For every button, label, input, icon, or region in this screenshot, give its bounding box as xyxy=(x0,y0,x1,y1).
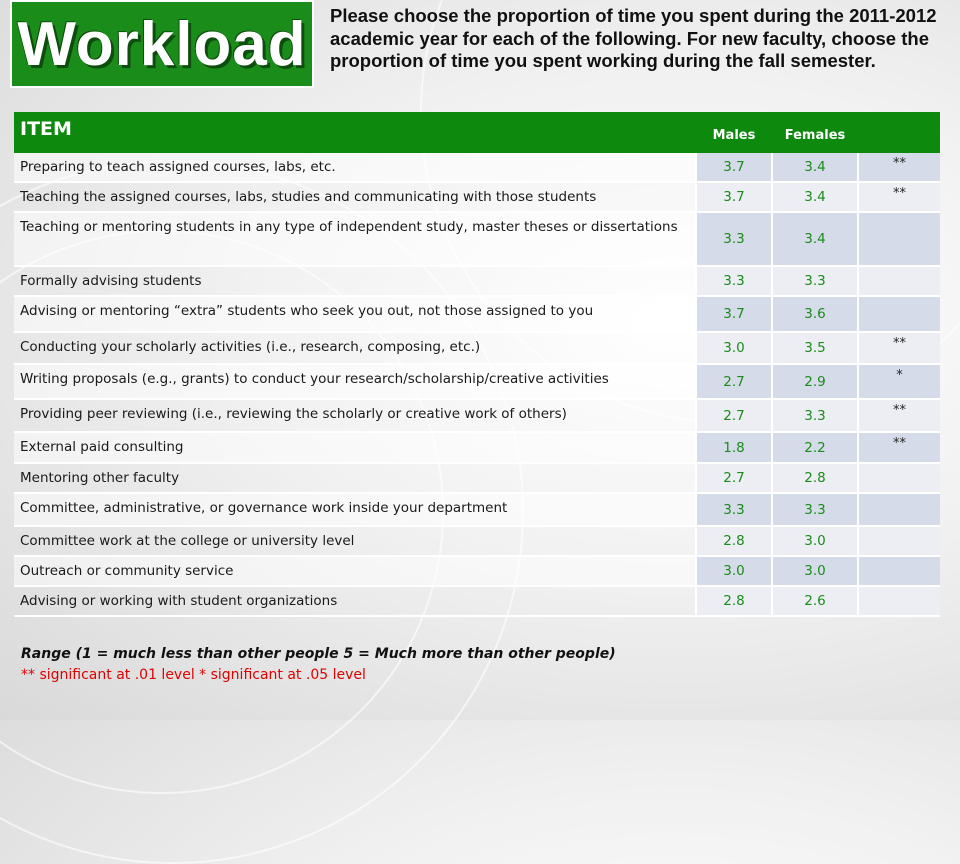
males-value: 3.0 xyxy=(696,332,772,364)
table-row xyxy=(14,463,940,493)
table-header-row xyxy=(14,112,940,153)
item-cell: Outreach or community service xyxy=(14,556,696,586)
significance-marker: ** xyxy=(858,182,940,212)
females-value: 3.4 xyxy=(772,153,858,182)
column-header-significance xyxy=(858,112,940,153)
females-value: 2.2 xyxy=(772,432,858,463)
significance-marker xyxy=(858,556,940,586)
range-note: Range (1 = much less than other people 5 = Much more than other people) xyxy=(21,646,616,662)
significance-marker: ** xyxy=(858,432,940,463)
significance-marker xyxy=(858,266,940,296)
item-cell: Preparing to teach assigned courses, labs, etc. xyxy=(14,153,696,182)
table-row xyxy=(14,586,940,616)
table-row xyxy=(14,556,940,586)
females-value: 3.4 xyxy=(772,212,858,266)
significance-marker xyxy=(858,526,940,556)
males-value: 2.7 xyxy=(696,399,772,432)
table-row xyxy=(14,399,940,432)
item-cell: Advising or working with student organizations xyxy=(14,586,696,616)
females-value: 2.9 xyxy=(772,364,858,399)
males-value: 2.8 xyxy=(696,526,772,556)
title-banner xyxy=(12,2,312,86)
survey-prompt: Please choose the proportion of time you spent during the 2011-2012 academic year for each of the following. For new faculty, choose the proportion of time you spent working during the fall semester. xyxy=(330,5,937,71)
item-cell: Formally advising students xyxy=(14,266,696,296)
males-value: 3.7 xyxy=(696,182,772,212)
males-value: 2.7 xyxy=(696,463,772,493)
significance-note: ** significant at .01 level * significant at .05 level xyxy=(21,667,366,683)
column-header-females: Females xyxy=(784,128,846,143)
item-cell: Conducting your scholarly activities (i.e., research, composing, etc.) xyxy=(14,332,696,364)
females-value: 2.6 xyxy=(772,586,858,616)
males-value: 3.3 xyxy=(696,266,772,296)
significance-marker xyxy=(858,296,940,332)
column-header-males: Males xyxy=(712,128,756,143)
table-row xyxy=(14,332,940,364)
workload-table xyxy=(14,112,940,617)
females-value: 3.0 xyxy=(772,526,858,556)
item-cell: Committee, administrative, or governance work inside your department xyxy=(14,493,696,526)
males-value: 3.3 xyxy=(696,493,772,526)
males-value: 3.7 xyxy=(696,153,772,182)
table-row xyxy=(14,182,940,212)
table-row xyxy=(14,432,940,463)
males-value: 1.8 xyxy=(696,432,772,463)
table-row xyxy=(14,212,940,266)
males-value: 3.3 xyxy=(696,212,772,266)
males-value: 2.8 xyxy=(696,586,772,616)
item-cell: Mentoring other faculty xyxy=(14,463,696,493)
item-cell: Providing peer reviewing (i.e., reviewing the scholarly or creative work of others) xyxy=(14,399,696,432)
table-row xyxy=(14,493,940,526)
item-cell: Advising or mentoring “extra” students who seek you out, not those assigned to you xyxy=(14,296,696,332)
item-cell: External paid consulting xyxy=(14,432,696,463)
page-title: Workload xyxy=(17,9,307,79)
table-row xyxy=(14,153,940,182)
table-row xyxy=(14,266,940,296)
females-value: 3.3 xyxy=(772,493,858,526)
item-cell: Committee work at the college or university level xyxy=(14,526,696,556)
females-value: 3.3 xyxy=(772,266,858,296)
females-value: 3.6 xyxy=(772,296,858,332)
item-cell: Writing proposals (e.g., grants) to conduct your research/scholarship/creative activities xyxy=(14,364,696,399)
column-header-item: ITEM xyxy=(20,118,72,140)
significance-marker xyxy=(858,586,940,616)
significance-marker: ** xyxy=(858,332,940,364)
table-row xyxy=(14,364,940,399)
males-value: 3.7 xyxy=(696,296,772,332)
significance-marker xyxy=(858,212,940,266)
significance-marker: ** xyxy=(858,153,940,182)
females-value: 2.8 xyxy=(772,463,858,493)
significance-marker: * xyxy=(858,364,940,399)
item-cell: Teaching the assigned courses, labs, studies and communicating with those students xyxy=(14,182,696,212)
females-value: 3.0 xyxy=(772,556,858,586)
females-value: 3.4 xyxy=(772,182,858,212)
significance-marker: ** xyxy=(858,399,940,432)
significance-marker xyxy=(858,493,940,526)
table-row xyxy=(14,296,940,332)
males-value: 3.0 xyxy=(696,556,772,586)
table-footer xyxy=(21,644,616,686)
table-row xyxy=(14,526,940,556)
males-value: 2.7 xyxy=(696,364,772,399)
item-cell: Teaching or mentoring students in any type of independent study, master theses or dissertations xyxy=(14,212,696,266)
females-value: 3.3 xyxy=(772,399,858,432)
significance-marker xyxy=(858,463,940,493)
females-value: 3.5 xyxy=(772,332,858,364)
